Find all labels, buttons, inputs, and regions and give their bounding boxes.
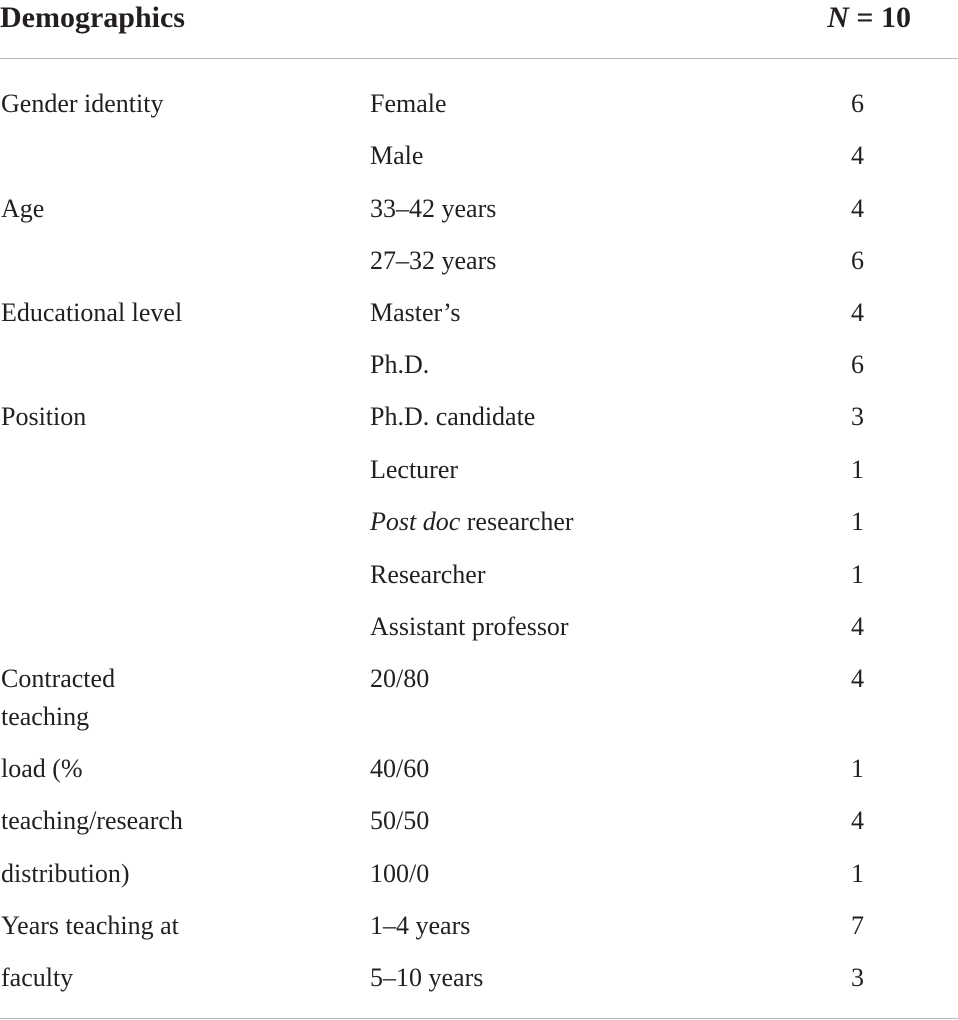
- row-category: load (%: [1, 754, 83, 783]
- row-category-line: teaching: [1, 702, 90, 731]
- footer-rule: [0, 1018, 958, 1019]
- row-subcategory: 100/0: [370, 859, 430, 888]
- row-count: 4: [851, 141, 864, 170]
- row-subcategory: 40/60: [370, 754, 430, 783]
- row-subcategory: Male: [370, 141, 424, 170]
- row-count: 4: [851, 806, 864, 835]
- row-subcategory-italic: Post doc: [370, 507, 461, 536]
- row-category: teaching/research: [1, 806, 183, 835]
- row-count: 6: [851, 89, 864, 118]
- row-subcategory: 20/80: [370, 664, 430, 693]
- row-count: 4: [851, 664, 864, 693]
- row-count: 1: [851, 754, 864, 783]
- header-n-total: [827, 0, 911, 36]
- row-count: 4: [851, 194, 864, 223]
- row-count: 6: [851, 246, 864, 275]
- row-count: 1: [851, 859, 864, 888]
- row-subcategory: Researcher: [370, 560, 486, 589]
- row-count: 4: [851, 612, 864, 641]
- row-count: 3: [851, 402, 864, 431]
- row-count: 4: [851, 298, 864, 327]
- row-category: Position: [1, 402, 87, 431]
- row-count: 7: [851, 911, 864, 940]
- row-category: faculty: [1, 963, 74, 992]
- header-n-value: = 10: [848, 1, 911, 34]
- row-count: 3: [851, 963, 864, 992]
- row-count: 1: [851, 507, 864, 536]
- row-subcategory: Assistant professor: [370, 612, 569, 641]
- row-count: 1: [851, 560, 864, 589]
- row-subcategory-rest: researcher: [460, 507, 574, 536]
- header-n-symbol: N: [827, 1, 849, 34]
- row-subcategory: Ph.D. candidate: [370, 402, 536, 431]
- row-category: Years teaching at: [1, 911, 179, 940]
- row-category-line: Contracted: [1, 664, 116, 693]
- row-subcategory: Master’s: [370, 298, 461, 327]
- row-subcategory: 27–32 years: [370, 246, 497, 275]
- row-subcategory: Lecturer: [370, 455, 459, 484]
- row-count: 6: [851, 350, 864, 379]
- row-category: Educational level: [1, 298, 183, 327]
- row-count: 1: [851, 455, 864, 484]
- row-category: Gender identity: [1, 89, 164, 118]
- row-subcategory: 1–4 years: [370, 911, 471, 940]
- row-subcategory: 33–42 years: [370, 194, 497, 223]
- table-header: [0, 0, 958, 58]
- row-subcategory: Female: [370, 89, 447, 118]
- header-rule: [0, 58, 958, 59]
- row-subcategory: Ph.D.: [370, 350, 430, 379]
- row-subcategory: 50/50: [370, 806, 430, 835]
- row-category: Age: [1, 194, 45, 223]
- row-category: distribution): [1, 859, 130, 888]
- row-subcategory: 5–10 years: [370, 963, 484, 992]
- header-demographics: Demographics: [0, 1, 185, 34]
- row-category: [1, 660, 341, 736]
- row-subcategory: [370, 503, 574, 541]
